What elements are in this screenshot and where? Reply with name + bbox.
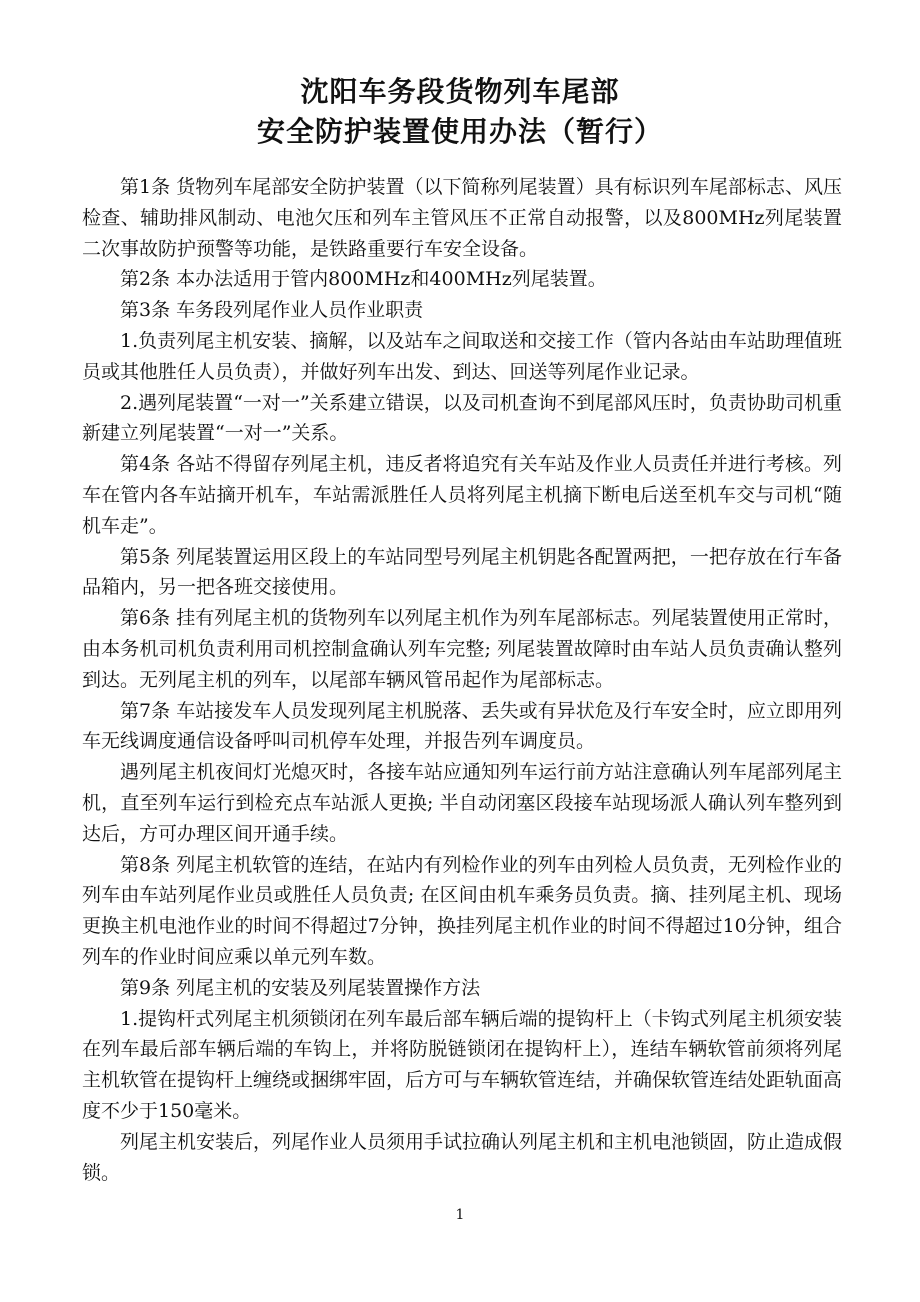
title-line-2: 安全防护装置使用办法（暂行）	[256, 115, 663, 148]
article-7: 第7条 车站接发车人员发现列尾主机脱落、丢失或有异状危及行车安全时，应立即用列车无线调度通信设备呼叫司机停车处理，并报告列车调度员。	[82, 699, 842, 753]
article-3-item-1: 1.负责列尾主机安装、摘解，以及站车之间取送和交接工作（管内各站由车站助理值班员或其他胜任人员负责），并做好列车出发、到达、回送等列尾作业记录。	[82, 329, 842, 383]
article-2: 第2条 本办法适用于管内800MHz和400MHz列尾装置。	[120, 268, 607, 291]
page-number: 1	[455, 1207, 465, 1223]
article-9-item-1: 1.提钩杆式列尾主机须锁闭在列车最后部车辆后端的提钩杆上（卡钩式列尾主机须安装在列车最后部车辆后端的车钩上，并将防脱链锁闭在提钩杆上），连结车辆软管前须将列尾主机软管在提钩杆上缠绕或捆绑牢固，后方可与车辆软管连结，并确保软管连结处距轨面高度不少于150毫米。	[82, 1007, 843, 1122]
document-title	[0, 72, 920, 152]
article-1: 第1条 货物列车尾部安全防护装置（以下简称列尾装置）具有标识列车尾部标志、风压检查、辅助排风制动、电池欠压和列车主管风压不正常自动报警，以及800MHz列尾装置二次事故防护预警等功能，是铁路重要行车安全设备。	[82, 176, 842, 260]
article-9-heading: 第9条 列尾主机的安装及列尾装置操作方法	[120, 976, 481, 999]
article-5: 第5条 列尾装置运用区段上的车站同型号列尾主机钥匙各配置两把，一把存放在行车备品箱内，另一把各班交接使用。	[82, 545, 842, 599]
article-4: 第4条 各站不得留存列尾主机，违反者将追究有关车站及作业人员责任并进行考核。列车在管内各车站摘开机车，车站需派胜任人员将列尾主机摘下断电后送至机车交与司机“随机车走”。	[82, 453, 842, 537]
document-body	[82, 172, 842, 1188]
article-7-supplement: 遇列尾主机夜间灯光熄灭时，各接车站应通知列车运行前方站注意确认列车尾部列尾主机，直至列车运行到检充点车站派人更换; 半自动闭塞区段接车站现场派人确认列车整列到达后，方可办理区间开通手续。	[82, 761, 843, 845]
article-3-heading: 第3条 车务段列尾作业人员作业职责	[120, 299, 424, 322]
article-9-note: 列尾主机安装后，列尾作业人员须用手试拉确认列尾主机和主机电池锁固，防止造成假锁。	[82, 1130, 843, 1184]
title-line-1: 沈阳车务段货物列车尾部	[300, 75, 620, 108]
article-6: 第6条 挂有列尾主机的货物列车以列尾主机作为列车尾部标志。列尾装置使用正常时，由本务机司机负责利用司机控制盒确认列车完整; 列尾装置故障时由车站人员负责确认整列到达。无列尾主机的列车，以尾部车辆风管吊起作为尾部标志。	[82, 607, 842, 691]
article-8: 第8条 列尾主机软管的连结，在站内有列检作业的列车由列检人员负责，无列检作业的列车由车站列尾作业员或胜任人员负责; 在区间由机车乘务员负责。摘、挂列尾主机、现场更换主机电池作业的时间不得超过7分钟，换挂列尾主机作业的时间不得超过10分钟，组合列车的作业时间应乘以单元列车数。	[82, 853, 842, 968]
article-3-item-2: 2.遇列尾装置“一对一”关系建立错误，以及司机查询不到尾部风压时，负责协助司机重新建立列尾装置“一对一”关系。	[82, 391, 842, 445]
